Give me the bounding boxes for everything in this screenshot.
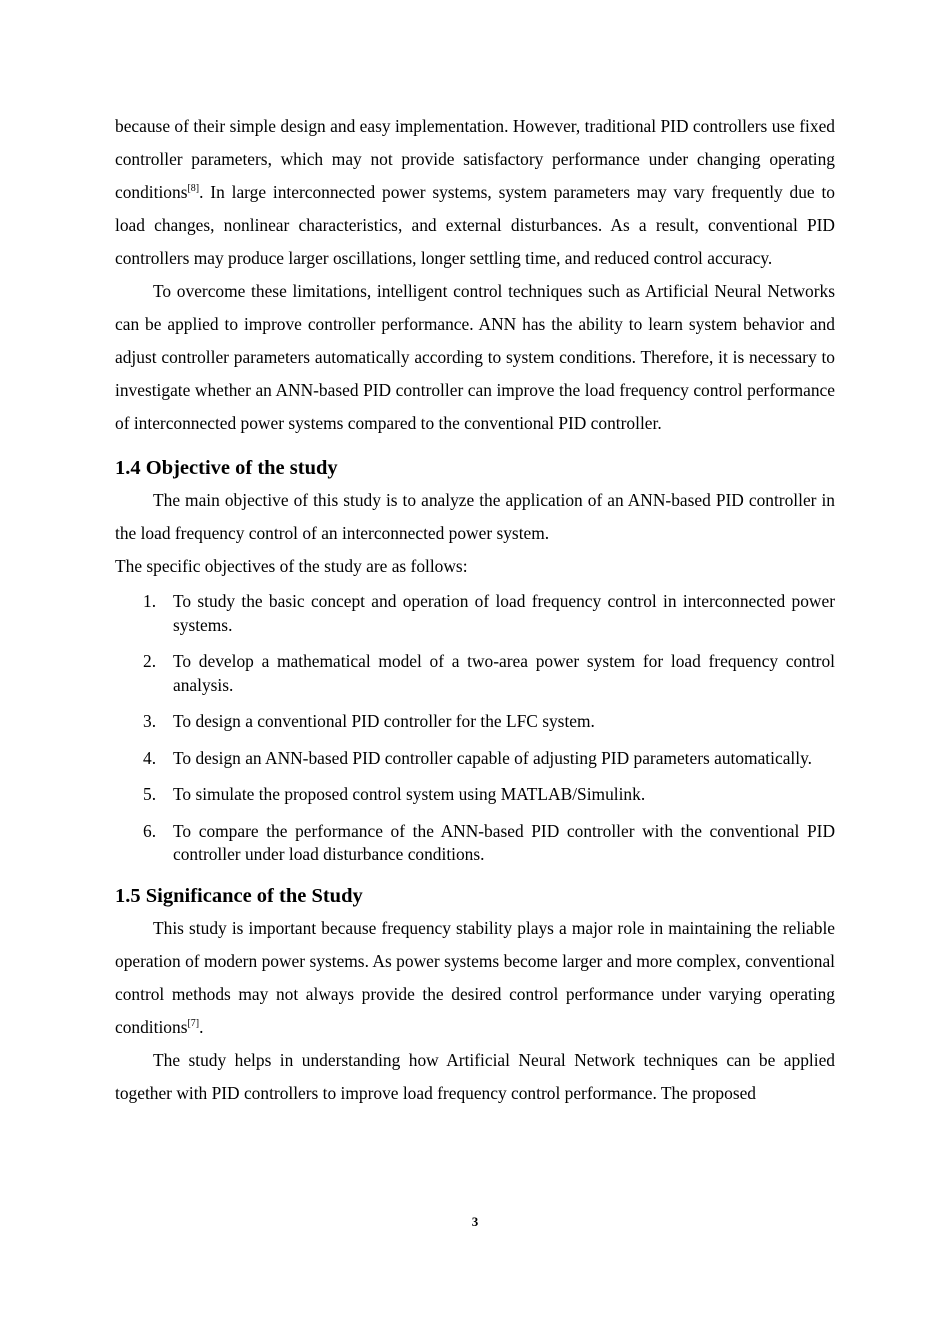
list-item: 5. To simulate the proposed control system using MATLAB/Simulink.	[143, 784, 646, 804]
objectives-list	[115, 590, 835, 867]
list-item: 6. To compare the performance of the ANN-based PID controller with the conventional PID controller under load disturbance conditions.	[143, 820, 835, 864]
citation-ref-8: [8]	[187, 183, 200, 194]
section-heading-significance: 1.5 Significance of the Study	[115, 884, 363, 907]
paragraph-ann-intro: To overcome these limitations, intelligent control techniques such as Artificial Neural Networks can be applied to improve controller performance. ANN has the ability to learn system behavior and adjust controller parameters automatically according to system conditions. Therefore, it is necessary to investigate whether an ANN-based PID controller can improve the load frequency control performance of interconnected power systems compared to the conventional PID controller.	[115, 281, 835, 433]
paragraph-significance-2: The study helps in understanding how Artificial Neural Network techniques can be applied together with PID controllers to improve load frequency control performance. The proposed	[115, 1049, 835, 1103]
page-number: 3	[471, 1214, 479, 1229]
citation-ref-7: [7]	[187, 1017, 200, 1029]
paragraph-pid-limitations: because of their simple design and easy implementation. However, traditional PID controllers use fixed controller parameters, which may not provide satisfactory performance under changing operating conditions[8]. In large interconnected power systems, system parameters may vary frequently due to load changes, nonlinear characteristics, and external disturbances. As a result, conventional PID controllers may produce larger oscillations, longer settling time, and reduced control accuracy.	[115, 116, 835, 268]
list-item: 3. To design a conventional PID controller for the LFC system.	[143, 711, 595, 731]
paragraph-main-objective: The main objective of this study is to analyze the application of an ANN-based PID controller in the load frequency control of an interconnected power system.	[115, 490, 835, 543]
document-page	[115, 110, 835, 1110]
list-item: 4. To design an ANN-based PID controller capable of adjusting PID parameters automatically.	[143, 747, 812, 768]
section-heading-objective: 1.4 Objective of the study	[115, 457, 338, 479]
paragraph-significance-1: This study is important because frequency stability plays a major role in maintaining the reliable operation of modern power systems. As power systems become larger and more complex, conventional control methods may not always provide the desired control performance under varying operating conditions[7].	[115, 917, 835, 1037]
paragraph-objectives-intro: The specific objectives of the study are as follows:	[115, 556, 468, 576]
list-item: 2. To develop a mathematical model of a two-area power system for load frequency control analysis.	[143, 651, 835, 695]
list-item: 1. To study the basic concept and operation of load frequency control in interconnected power systems.	[143, 591, 835, 635]
